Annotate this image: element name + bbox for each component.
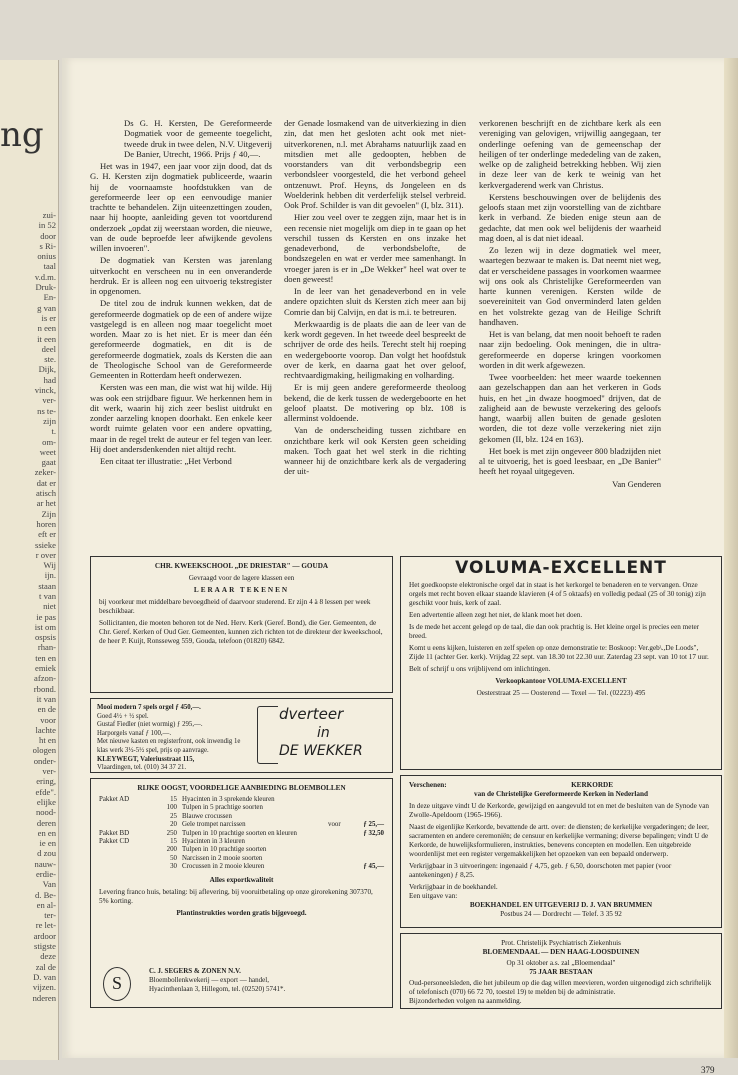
ad-text: KLEYWEGT, Valeriusstraat 115, bbox=[97, 755, 195, 763]
prev-page-line: zijn bbox=[43, 415, 56, 426]
article-column-1 bbox=[90, 118, 272, 468]
ad-text: Bijzonderheden volgen na aanmelding. bbox=[409, 997, 522, 1005]
prev-page-line: Dijk, bbox=[38, 364, 56, 375]
paragraph: In de leer van het genadeverbond en in vele andere opzichten sluit ds Kersten zich meer aan bij Comrie dan bij Calvijn, en dat is m.i. te betreuren. bbox=[284, 286, 466, 317]
paragraph: Het boek is met zijn ongeveer 800 bladzijden niet al te uitvoerig, het is goed leesbaar, en „De Banier" heeft het royaal uitgegeven. bbox=[479, 445, 661, 477]
prev-page-line: Van bbox=[42, 879, 56, 890]
ad-bloemendaal bbox=[400, 933, 722, 1009]
ad-subtitle: LERAAR TEKENEN bbox=[193, 586, 290, 594]
ad-text: Prot. Christelijk Psychiatrisch Ziekenhuis bbox=[501, 939, 621, 947]
package-cell: Crocussen in 2 mooie kleuren bbox=[182, 863, 265, 871]
ad-office: Verkoopkantoor VOLUMA-EXCELLENT bbox=[495, 677, 627, 685]
package-row bbox=[99, 830, 384, 838]
paragraph: Van de onderscheiding tussen zichtbare en onzichtbare kerk wil ook Kersten geen scheiding maken. Toch gaat het wel sterk in die richting wanneer hij de onzichtbare kerk als de vergadering der uit- bbox=[284, 425, 466, 477]
ad-text: Verkrijgbaar in 3 uitvoeringen: ingenaaid ƒ 4,75, geb. ƒ 6,50, doorschoten met papier (voor aantekeningen) ƒ 8,25. bbox=[409, 862, 672, 879]
ad-text: Oud-personeelsleden, die het jubileum op die dag willen meevieren, worden uitgenodigd zich schriftelijk of telefonisch (070) 66 72 70, toestel 19) te melden bij de administratie. bbox=[409, 979, 712, 996]
ad-text: Het goedkoopste elektronische orgel dat in staat is het kerkorgel te benaderen en te vervangen. Onze orgels met recht boven elkaar staande klavieren (4 of 5 oktaafs) en volledig pedaal (25 of 30 tonig) zijn geschikt voor huis, kerk of zaal. bbox=[409, 581, 706, 607]
package-cell: 50 bbox=[170, 854, 177, 862]
prev-page-line: is er bbox=[41, 312, 56, 323]
prev-page-line: vijzen. bbox=[32, 982, 56, 993]
ad-text: Harporgels vanaf ƒ 100,—. bbox=[97, 729, 172, 737]
paragraph: Hier zou veel over te zeggen zijn, maar het is in een recensie niet mogelijk om diep in te gaan op het verschil tussen ds Kersten en ons inzake het genadeverbond, de verbondsbelofte, de bondszegelen en wat er verder mee samenhangt. In vroeger jaren is er in „De Wekker" heel wat over te doen geweest! bbox=[284, 212, 466, 284]
prev-page-line: v.d.m. bbox=[34, 271, 56, 282]
package-cell bbox=[328, 846, 346, 854]
paragraph: Twee voorbeelden: het meer waarde toekennen aan gezelschappen dan aan het verkeren in Gods huis, en het „in dwaze hoogmoed" drijven, dat de zaligheid aan de bewuste verzekering des geloofs hangt, waarbij allen buiten de genade gesloten worden, die tot deze volle verzekering niet zijn gekomen (II, blz. 124 en 163). bbox=[479, 372, 661, 444]
ad-text: Naast de eigenlijke Kerkorde, bevattende de artt. over: de diensten; de kerkelijke vergaderingen; de leer, sacramenten en andere ceremoniën; de censuur en kerkelijke vermaning; diverse bepalingen; vindt U de Kerkorde, de huwelijksformulieren, instrukties, benevens concepten en modellen. Een uitgebreide woordenlijst met een register vergemakkelijken het opzoeken van een bepaald onderwerp. bbox=[409, 823, 709, 858]
paragraph: De dogmatiek van Kersten was jarenlang uitverkocht en verscheen nu in een onveranderde herdruk. Er is alleen nog een uitvoerig tekstregister in opgenomen. bbox=[90, 255, 272, 296]
magazine-page bbox=[62, 58, 724, 1075]
ad-text: Mooi modern 7 spels orgel ƒ 450,—. bbox=[97, 704, 201, 711]
paragraph: Zo lezen wij in deze dogmatiek wel meer, waartegen bezwaar te maken is. Dat neemt niet weg, dat er verscheidene passages in voorkomen waarmee wij ons ook als Christelijke Gereformeerden van harte kunnen verenigen. Kersten wilde de soevereiniteit van God onverminderd laten gelden en het volstrekte gezag van de Heilige Schrift handhaven. bbox=[479, 245, 661, 327]
ad-address: Oesterstraat 25 — Oosterend — Texel — Tel. (02223) 495 bbox=[476, 689, 646, 697]
ad-text: Belt of schrijf u ons vrijblijvend om inlichtingen. bbox=[409, 665, 551, 673]
prev-page-line: n een bbox=[37, 323, 56, 334]
prev-page-line: ardoor bbox=[33, 930, 56, 941]
ad-orgel bbox=[90, 698, 393, 773]
package-list bbox=[99, 796, 384, 872]
package-row bbox=[99, 838, 384, 846]
prev-page-line: deze bbox=[40, 951, 56, 962]
package-row bbox=[99, 846, 384, 854]
package-cell bbox=[328, 855, 346, 863]
paragraph: Kerstens beschouwingen over de belijdenis des geloofs staan met zijn voorstelling van de zichtbare kerk in verband. Ze bieden enige steun aan de gedachte, dat men ook wel belijdenis der waarheid mag doen, al is dat niet ideaal. bbox=[479, 191, 661, 243]
package-cell: 25 bbox=[170, 812, 177, 820]
package-cell bbox=[346, 813, 384, 821]
prev-page-line: efde". bbox=[35, 786, 56, 797]
package-cell: 20 bbox=[170, 821, 177, 829]
ad-title: KERKORDE bbox=[571, 781, 613, 789]
ad-text: Op 31 oktober a.s. zal „Bloemendaal" bbox=[506, 959, 616, 967]
prev-page-heading-fragment: ng bbox=[0, 115, 44, 155]
prev-page-line: eft er bbox=[38, 529, 56, 540]
prev-page-line: onius bbox=[37, 251, 56, 262]
prev-page-line: elijke bbox=[36, 796, 56, 807]
ad-text: Verkrijgbaar in de boekhandel. bbox=[409, 883, 498, 891]
package-cell: Pakket BD bbox=[99, 829, 130, 837]
prev-page-line: dat er bbox=[36, 477, 56, 488]
prev-page-line: staan bbox=[38, 580, 56, 591]
package-cell bbox=[346, 796, 384, 804]
prev-page-line: t. bbox=[51, 426, 56, 437]
prev-page-line: niet bbox=[43, 601, 56, 612]
ad-text: Plantinstrukties worden gratis bijgevoegd. bbox=[176, 908, 307, 917]
package-cell: ƒ 45,— bbox=[363, 863, 384, 871]
wekker-text: in bbox=[317, 725, 330, 741]
prev-page-line: it een bbox=[37, 333, 56, 344]
paragraph: Er is mij geen andere gereformeerde theoloog bekend, die de kerk tussen de wedergeboorte en het geloof plaatst. De motivering op blz. 108 is allerminst voldoende. bbox=[284, 382, 466, 423]
prev-page-line: deel bbox=[41, 343, 56, 354]
prev-page-line: rhan- bbox=[37, 642, 56, 653]
prev-page-line: ht en bbox=[39, 735, 56, 746]
prev-page-line: nderen bbox=[32, 992, 56, 1003]
package-row bbox=[99, 804, 384, 812]
prev-page-line: nood- bbox=[35, 807, 56, 818]
package-cell bbox=[99, 846, 155, 854]
prev-page-line: ter- bbox=[44, 910, 56, 921]
prev-page-line: ospsis bbox=[34, 632, 56, 643]
prev-page-line: s Ri- bbox=[39, 240, 56, 251]
prev-page-line: d. Be- bbox=[34, 889, 56, 900]
prev-page-line: ie pas bbox=[36, 611, 56, 622]
package-cell bbox=[328, 830, 346, 838]
prev-page-line: onder- bbox=[33, 755, 56, 766]
package-cell bbox=[346, 838, 384, 846]
package-cell: 200 bbox=[166, 846, 177, 854]
prev-page-line: vinck, bbox=[34, 385, 56, 396]
paragraph: Het is van belang, dat men nooit behoeft te raden naar zijn bedoeling. Ook meningen, die in ultra-gereformeerde en doperse kringen voorkomen worden in dit werk afgewezen. bbox=[479, 329, 661, 370]
prev-page-line: erdie- bbox=[35, 869, 56, 879]
prev-page-line: door bbox=[40, 230, 56, 241]
ad-text: Vlaardingen, tel. (010) 34 37 21. bbox=[97, 764, 187, 772]
firm-address bbox=[149, 967, 285, 994]
book-reference: Ds G. H. Kersten, De Gereformeerde Dogmatiek voor de gemeente toegelicht, tweede druk in twee delen, N.V. Uitgeverij De Banier, Utrecht, 1966. Prijs ƒ 40,—. bbox=[124, 118, 272, 159]
previous-page-edge bbox=[0, 60, 59, 1060]
package-cell: Blauwe crocussen bbox=[182, 812, 232, 820]
paragraph: der Genade losmakend van de uitverkiezing in dien zin, dat men het gesloten acht ook met niet-uitverkorenen, n.l. met Abrahams natuurlijk zaad en mitsdien met alle gedoopten, hebben de voorstanders van dit verbondsbegrip een verbondsleer voorgesteld, die het verbond geheel ontzenuwt. Prof. Heyns, ds Jongeleen en ds Woelderink hebben dit verderfelijk stelsel verbreid. Ook Prof. Schilder is van dit gevoelen" (I, blz. 311). bbox=[284, 118, 466, 210]
prev-page-line: Wij bbox=[43, 560, 56, 571]
package-cell bbox=[328, 838, 346, 846]
package-cell: Gele trompet narcissen bbox=[182, 821, 246, 829]
prev-page-line: r over bbox=[35, 549, 56, 560]
prev-page-line: ijn. bbox=[44, 570, 56, 581]
package-cell: 15 bbox=[170, 838, 177, 846]
prev-page-line: it van bbox=[36, 693, 56, 704]
prev-page-line: ten en bbox=[35, 652, 56, 663]
package-cell bbox=[328, 796, 346, 804]
prev-page-line: om- bbox=[42, 436, 56, 447]
ad-subtitle: van de Christelijke Gereformeerde Kerken in Nederland bbox=[474, 790, 648, 798]
paragraph: Merkwaardig is de plaats die aan de leer van de kerk wordt gegeven. In het tweede deel bespreekt de schrijver de orde des heils. Terecht stelt hij roeping en wedergeboorte voorop. Dan volgt het hoofdstuk over de kerk, en daarna gaat het over geloof, rechtvaardigmaking, heiligmaking en volharding. bbox=[284, 318, 466, 380]
prev-page-line: Zijn bbox=[41, 508, 56, 519]
prev-page-line: gaat bbox=[41, 457, 56, 468]
package-cell bbox=[99, 821, 155, 829]
prev-page-line: re let- bbox=[35, 920, 56, 931]
prev-page-line: deren bbox=[36, 817, 56, 828]
ad-text: bij voorkeur met middelbare bevoegdheid of daarvoor studerend. Er zijn 4 à 8 lessen per week beschikbaar. bbox=[99, 598, 371, 615]
package-cell: 30 bbox=[170, 863, 177, 871]
package-row bbox=[99, 821, 384, 829]
prev-page-line: zui- bbox=[42, 210, 56, 220]
package-cell: ƒ 25,— bbox=[363, 821, 384, 829]
package-cell: Tulpen in 5 prachtige soorten bbox=[182, 804, 263, 812]
prev-page-line: ste. bbox=[44, 354, 56, 365]
package-row bbox=[99, 796, 384, 804]
prev-page-line: ering, bbox=[36, 776, 56, 787]
package-cell: voor bbox=[328, 821, 341, 829]
package-cell: Pakket AD bbox=[99, 796, 130, 803]
package-row bbox=[99, 813, 384, 821]
package-cell bbox=[346, 846, 384, 854]
firm-line: Hyacinthenlaan 3, Hillegom, tel. (02520) 5741*. bbox=[149, 985, 286, 993]
ad-text: Levering franco huis, betaling: bij aflevering, bij vooruitbetaling op onze girorekening 307370, 5% korting. bbox=[99, 887, 373, 905]
package-row bbox=[99, 855, 384, 863]
prev-page-line: nauw- bbox=[34, 858, 56, 869]
prev-page-line: afzon- bbox=[34, 673, 56, 684]
prev-page-line: atisch bbox=[35, 488, 56, 499]
ad-title: BLOEMENDAAL — DEN HAAG-LOOSDUINEN bbox=[482, 948, 640, 956]
author-signature: Van Genderen bbox=[612, 478, 661, 489]
package-cell: Hyacinten in 3 sprekende kleuren bbox=[182, 796, 275, 803]
ad-text: Alles exportkwaliteit bbox=[209, 875, 274, 884]
firm-name: C. J. SEGERS & ZONEN N.V. bbox=[149, 967, 241, 975]
ad-text: Met nieuwe kasten en registerfront, ook inwendig 1e klas werk 3½-5½ spel, prijs op aanvrage. bbox=[97, 738, 241, 754]
paragraph: verkorenen beschrijft en de zichtbare kerk als een vereniging van gelovigen, vrijwillig aangegaan, ter onderlinge oefening van de gemeenschap der heiligen of ter onderlinge mededeling van de zaken, welke op de zaligheid betrekking hebben. Wij zien in deze leer van de kerk te weinig van het kerkvergaderend werk van Christus. bbox=[479, 118, 661, 190]
package-cell: ƒ 32,50 bbox=[363, 829, 384, 837]
package-cell bbox=[346, 855, 384, 863]
package-cell: 100 bbox=[166, 804, 177, 812]
article-column-3 bbox=[479, 118, 661, 491]
package-row bbox=[99, 863, 384, 871]
prev-page-line: en en bbox=[37, 827, 56, 838]
wekker-text: dverteer bbox=[279, 705, 344, 723]
prev-page-line: voor bbox=[40, 714, 56, 725]
package-cell bbox=[328, 804, 346, 812]
prev-page-text-fragments bbox=[2, 210, 56, 1003]
page-number: 379 bbox=[701, 1065, 715, 1075]
prev-page-line: en al- bbox=[36, 899, 56, 910]
prev-page-line: stigste bbox=[34, 941, 56, 952]
ad-address: Postbus 24 — Dordrecht — Telef. 3 35 92 bbox=[500, 910, 622, 918]
ad-title: VOLUMA-EXCELLENT bbox=[455, 558, 667, 578]
ad-text: Gustaf Fiedler (niet wormig) ƒ 295,—. bbox=[97, 721, 203, 729]
package-cell bbox=[328, 863, 346, 871]
package-cell bbox=[99, 863, 155, 871]
package-cell: Pakket CD bbox=[99, 838, 130, 846]
prev-page-line: t van bbox=[39, 590, 56, 601]
prev-page-line: ar het bbox=[36, 498, 56, 509]
package-cell bbox=[328, 813, 346, 821]
prev-page-line: ologen bbox=[32, 745, 56, 756]
ad-text: Is de mede het accent gelegd op de taal, die dan ook prachtig is. Het kleine orgel is precies een meter breed. bbox=[409, 623, 700, 640]
ad-text: In deze uitgave vindt U de Kerkorde, gewijzigd en aangevuld tot en met de besluiten van de Synode van Zwolle-Apeldoorn (1965-1966). bbox=[409, 802, 709, 819]
segers-logo-icon: S bbox=[103, 967, 131, 1001]
prev-page-line: ist om bbox=[34, 621, 56, 632]
prev-page-line: had bbox=[43, 374, 56, 385]
ad-publisher: BOEKHANDEL EN UITGEVERIJ D. J. VAN BRUMMEN bbox=[469, 901, 653, 909]
package-cell: Narcissen in 2 mooie soorten bbox=[182, 854, 263, 862]
prev-page-line: D. van bbox=[33, 971, 56, 982]
prev-page-line: Druk- bbox=[35, 282, 56, 293]
ad-text: Verschenen: bbox=[409, 781, 447, 789]
orgel-offer bbox=[97, 704, 247, 773]
ad-text: Sollicitanten, die moeten behoren tot de Ned. Herv. Kerk (Geref. Bond), die Ger. Gemeenten, de Chr. Geref. Kerken of Oud Ger. Gemeenten, kunnen zich richten tot de direkteur der kweekschool, de heer P. Kuijt, Ronsseweg 559, Gouda, telefoon (01820) 6842. bbox=[99, 619, 383, 645]
package-cell bbox=[99, 855, 155, 863]
paragraph: Een citaat ter illustratie: „Het Verbond bbox=[100, 456, 232, 466]
prev-page-line: En- bbox=[43, 292, 56, 303]
ad-text: Een uitgave van: bbox=[409, 892, 458, 900]
ad-kerkorde bbox=[400, 775, 722, 928]
paragraph: De titel zou de indruk kunnen wekken, dat de gereformeerde dogmatiek op de een of andere wijze vastgelegd is en alleen nog maar toegelicht moet worden. Maar zo is het niet. Er is meer dan één gereformeerde dogmatiek, en dit is de gereformeerde dogmatiek, zoals ds Kersten die aan de Theologische School van de Gereformeerde Gemeenten in Rotterdam heeft onderwezen. bbox=[90, 298, 272, 380]
prev-page-line: en de bbox=[37, 704, 56, 715]
firm-line: Bloembollenkwekerij — export — handel, bbox=[149, 976, 269, 984]
prev-page-line: ie en bbox=[39, 838, 56, 849]
prev-page-line: in 52 bbox=[38, 220, 56, 231]
wekker-text: DE WEKKER bbox=[279, 743, 363, 759]
prev-page-line: zeker- bbox=[34, 467, 56, 478]
package-cell: Tulpen in 10 prachtige soorten en kleuren bbox=[182, 829, 297, 837]
package-cell: 15 bbox=[170, 796, 177, 803]
prev-page-line: ver- bbox=[42, 766, 56, 777]
ad-voluma-excellent bbox=[400, 556, 722, 770]
adverteer-in-de-wekker bbox=[251, 702, 391, 770]
prev-page-line: weet bbox=[39, 446, 56, 457]
ad-subtitle: 75 JAAR BESTAAN bbox=[529, 968, 593, 976]
prev-page-line: rbond. bbox=[33, 683, 56, 694]
package-cell: 250 bbox=[166, 829, 177, 837]
paragraph: Het was in 1947, een jaar voor zijn dood, dat ds G. H. Kersten zijn dogmatiek publiceerde, waarin hij de voornaamste hoofdstukken van de gereformeerde leer op een eenvoudige manier trachtte te behandelen. Zijn uiteenzettingen zouden, naar hij hoopte, aanleiding geven tot voortdurend onderzoek „opdat zij weerstaan worden, die nieuwe, van de oude beproefde leer afwijkende gevolens willen invoeren". bbox=[90, 161, 272, 253]
ad-bloembollen bbox=[90, 778, 393, 1008]
kerkorde-header bbox=[409, 781, 713, 790]
prev-page-line: ns te- bbox=[37, 405, 56, 416]
ad-kweekschool bbox=[90, 556, 393, 693]
prev-page-line: zal de bbox=[35, 961, 56, 972]
ad-text: Een advertentie alleen zegt het niet, de klank moet het doen. bbox=[409, 611, 583, 619]
package-cell bbox=[99, 813, 155, 821]
package-cell: Hyacinten in 3 kleuren bbox=[182, 838, 245, 846]
package-cell bbox=[99, 804, 155, 812]
prev-page-line: emiek bbox=[35, 663, 56, 674]
package-cell: Tulpen in 10 prachtige soorten bbox=[182, 846, 267, 854]
page-edge bbox=[724, 58, 738, 1058]
prev-page-line: ssieke bbox=[34, 539, 56, 550]
prev-page-line: horen bbox=[36, 518, 56, 529]
prev-page-line: g van bbox=[37, 302, 56, 313]
ad-text: Gevraagd voor de lagere klassen een bbox=[188, 574, 295, 582]
paragraph: Kersten was een man, die wist wat hij wilde. Hij was ook een strijdbare figuur. We herkennen hem in dit werk, waarin hij zich zeer beslist uitdrukt en zonder aarzeling knopen doorhakt. Een enkele keer wordt ruimte gelaten voor een andere opvatting, maar in de regel trekt de auteur er fel tegen van leer. Hij doet andersdenkenden niet altijd recht. bbox=[90, 382, 272, 454]
prev-page-line: d zou bbox=[37, 848, 56, 859]
ad-title: RIJKE OOGST, VOORDELIGE AANBIEDING BLOEMBOLLEN bbox=[137, 784, 346, 792]
package-cell bbox=[346, 804, 384, 812]
ad-title: CHR. KWEEKSCHOOL „DE DRIESTAR" — GOUDA bbox=[154, 562, 329, 570]
bracket-a-shape bbox=[257, 706, 278, 764]
prev-page-line: taal bbox=[43, 261, 56, 272]
ad-text: Goed 4½ + ½ spel. bbox=[97, 712, 149, 720]
article-column-2 bbox=[284, 118, 466, 479]
ad-text: Komt u eens kijken, luisteren en zelf spelen op onze demonstratie te: Boskoop: Ver.geb\.,De Loods", Zijde 11 (achter Ger. kerk). Vrijdag 22 sept. van 18.30 tot 22.30 uur. Zaterdag 23 sept. van 10 tot 17 uur. bbox=[409, 644, 709, 661]
prev-page-line: lachte bbox=[35, 724, 56, 735]
prev-page-line: ver- bbox=[42, 395, 56, 406]
